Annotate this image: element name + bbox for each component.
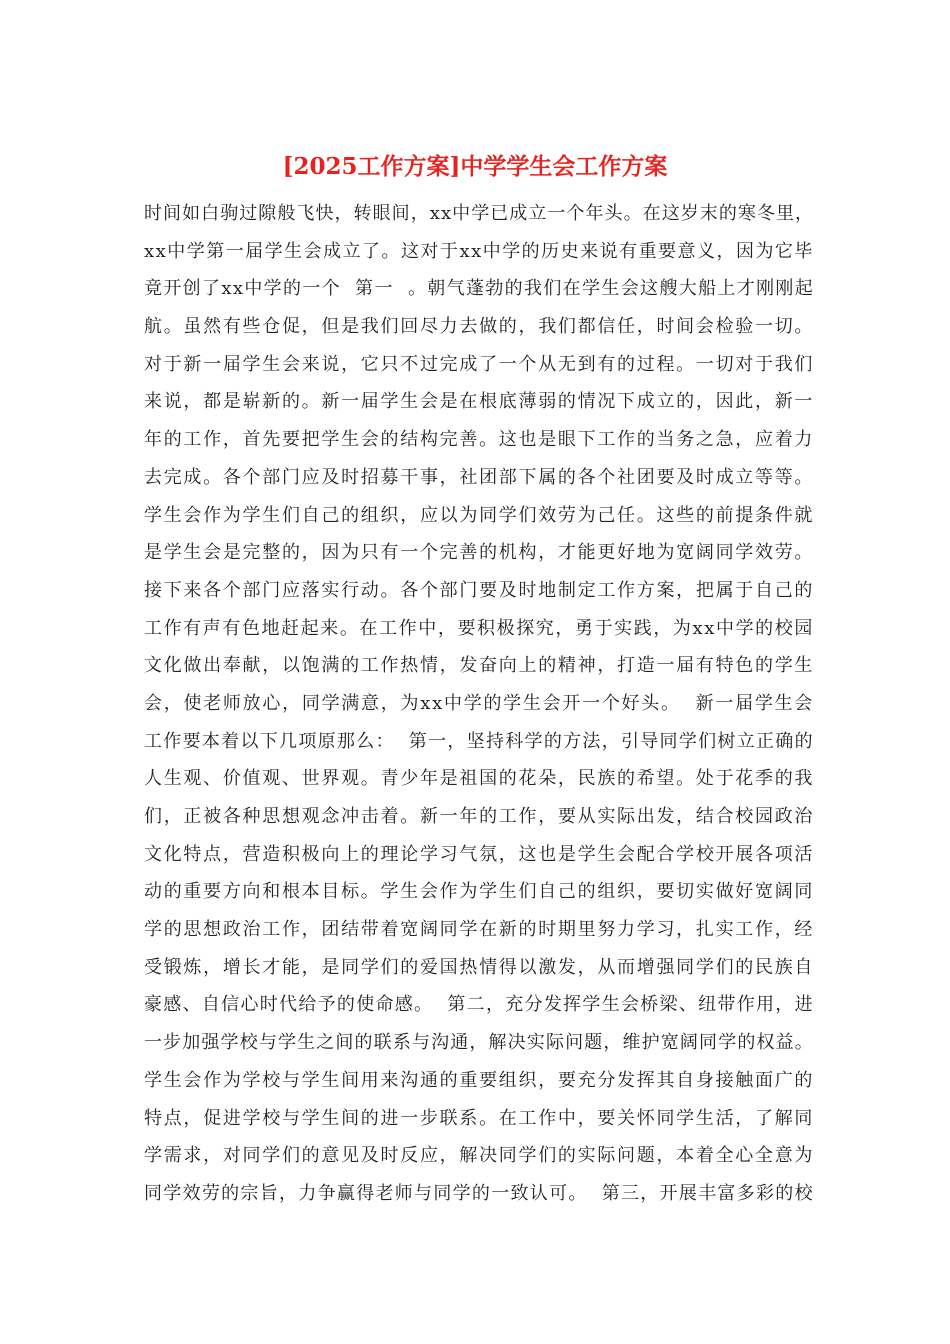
text-line: 同学效劳的宗旨，力争赢得老师与同学的一致认可。 第三，开展丰富多彩的校 — [144, 1182, 814, 1204]
text-line: 航。虽然有些仓促，但是我们回尽力去做的，我们都信任，时间会检验一切。 — [144, 316, 814, 338]
text-line: 们，正被各种思想观念冲击着。新一年的工作，要从实际出发，结合校园政治 — [144, 806, 814, 827]
text-line: 人生观、价值观、世界观。青少年是祖国的花朵，民族的希望。处于花季的我 — [144, 768, 814, 790]
text-line: 学的思想政治工作，团结带着宽阔同学在新的时期里努力学习，扎实工作，经 — [144, 919, 814, 941]
text-line: 对于新一届学生会来说，它只不过完成了一个从无到有的过程。一切对于我们 — [144, 353, 814, 375]
text-line: 豪感、自信心时代给予的使命感。 第二，充分发挥学生会桥梁、纽带作用，进 — [144, 994, 814, 1016]
text-line: 时间如白驹过隙般飞快，转眼间，xx中学已成立一个年头。在这岁末的寒冬里， — [144, 203, 814, 224]
text-line: 去完成。各个部门应及时招募干事，社团部下属的各个社团要及时成立等等。 — [144, 466, 814, 488]
text-line: 动的重要方向和根本目标。学生会作为学生们自己的组织，要切实做好宽阔同 — [144, 881, 814, 903]
text-line: 年的工作，首先要把学生会的结构完善。这也是眼下工作的当务之急，应着力 — [144, 429, 814, 451]
text-line: 工作有声有色地赶起来。在工作中，要积极探究，勇于实践，为xx中学的校园 — [144, 617, 814, 639]
text-line: 接下来各个部门应落实行动。各个部门要及时地制定工作方案，把属于自己的 — [144, 579, 814, 601]
document-body — [144, 195, 814, 1213]
text-line: 工作要本着以下几项原那么： 第一，坚持科学的方法，引导同学们树立正确的 — [144, 730, 814, 752]
text-line: 特点，促进学校与学生间的进一步联系。在工作中，要关怀同学生活，了解同 — [144, 1107, 814, 1129]
text-line: 学生会作为学校与学生间用来沟通的重要组织，要充分发挥其自身接触面广的 — [144, 1069, 814, 1091]
text-line: 学生会作为学生们自己的组织，应以为同学们效劳为己任。这些的前提条件就 — [144, 504, 814, 526]
text-line: 学需求，对同学们的意见及时反应，解决同学们的实际问题，本着全心全意为 — [144, 1145, 814, 1167]
text-line: 是学生会是完整的，因为只有一个完善的机构，才能更好地为宽阔同学效劳。 — [144, 542, 814, 564]
text-line: 文化特点，营造积极向上的理论学习气氛，这也是学生会配合学校开展各项活 — [144, 843, 814, 865]
text-line: 会，使老师放心，同学满意，为xx中学的学生会开一个好头。 新一届学生会 — [144, 692, 814, 714]
document-title: [2025工作方案]中学学生会工作方案 — [282, 153, 668, 180]
text-line: 受锻炼，增长才能，是同学们的爱国热情得以激发，从而增强同学们的民族自 — [144, 956, 814, 978]
text-line: 来说，都是崭新的。新一届学生会是在根底薄弱的情况下成立的，因此，新一 — [144, 391, 814, 413]
text-line: xx中学第一届学生会成立了。这对于xx中学的历史来说有重要意义，因为它毕 — [144, 240, 814, 262]
text-line: 竟开创了xx中学的一个 第一 。朝气蓬勃的我们在学生会这艘大船上才刚刚起 — [144, 278, 814, 300]
text-line: 一步加强学校与学生之间的联系与沟通，解决实际问题，维护宽阔同学的权益。 — [144, 1032, 814, 1054]
text-line: 文化做出奉献，以饱满的工作热情，发奋向上的精神，打造一届有特色的学生 — [144, 655, 814, 677]
